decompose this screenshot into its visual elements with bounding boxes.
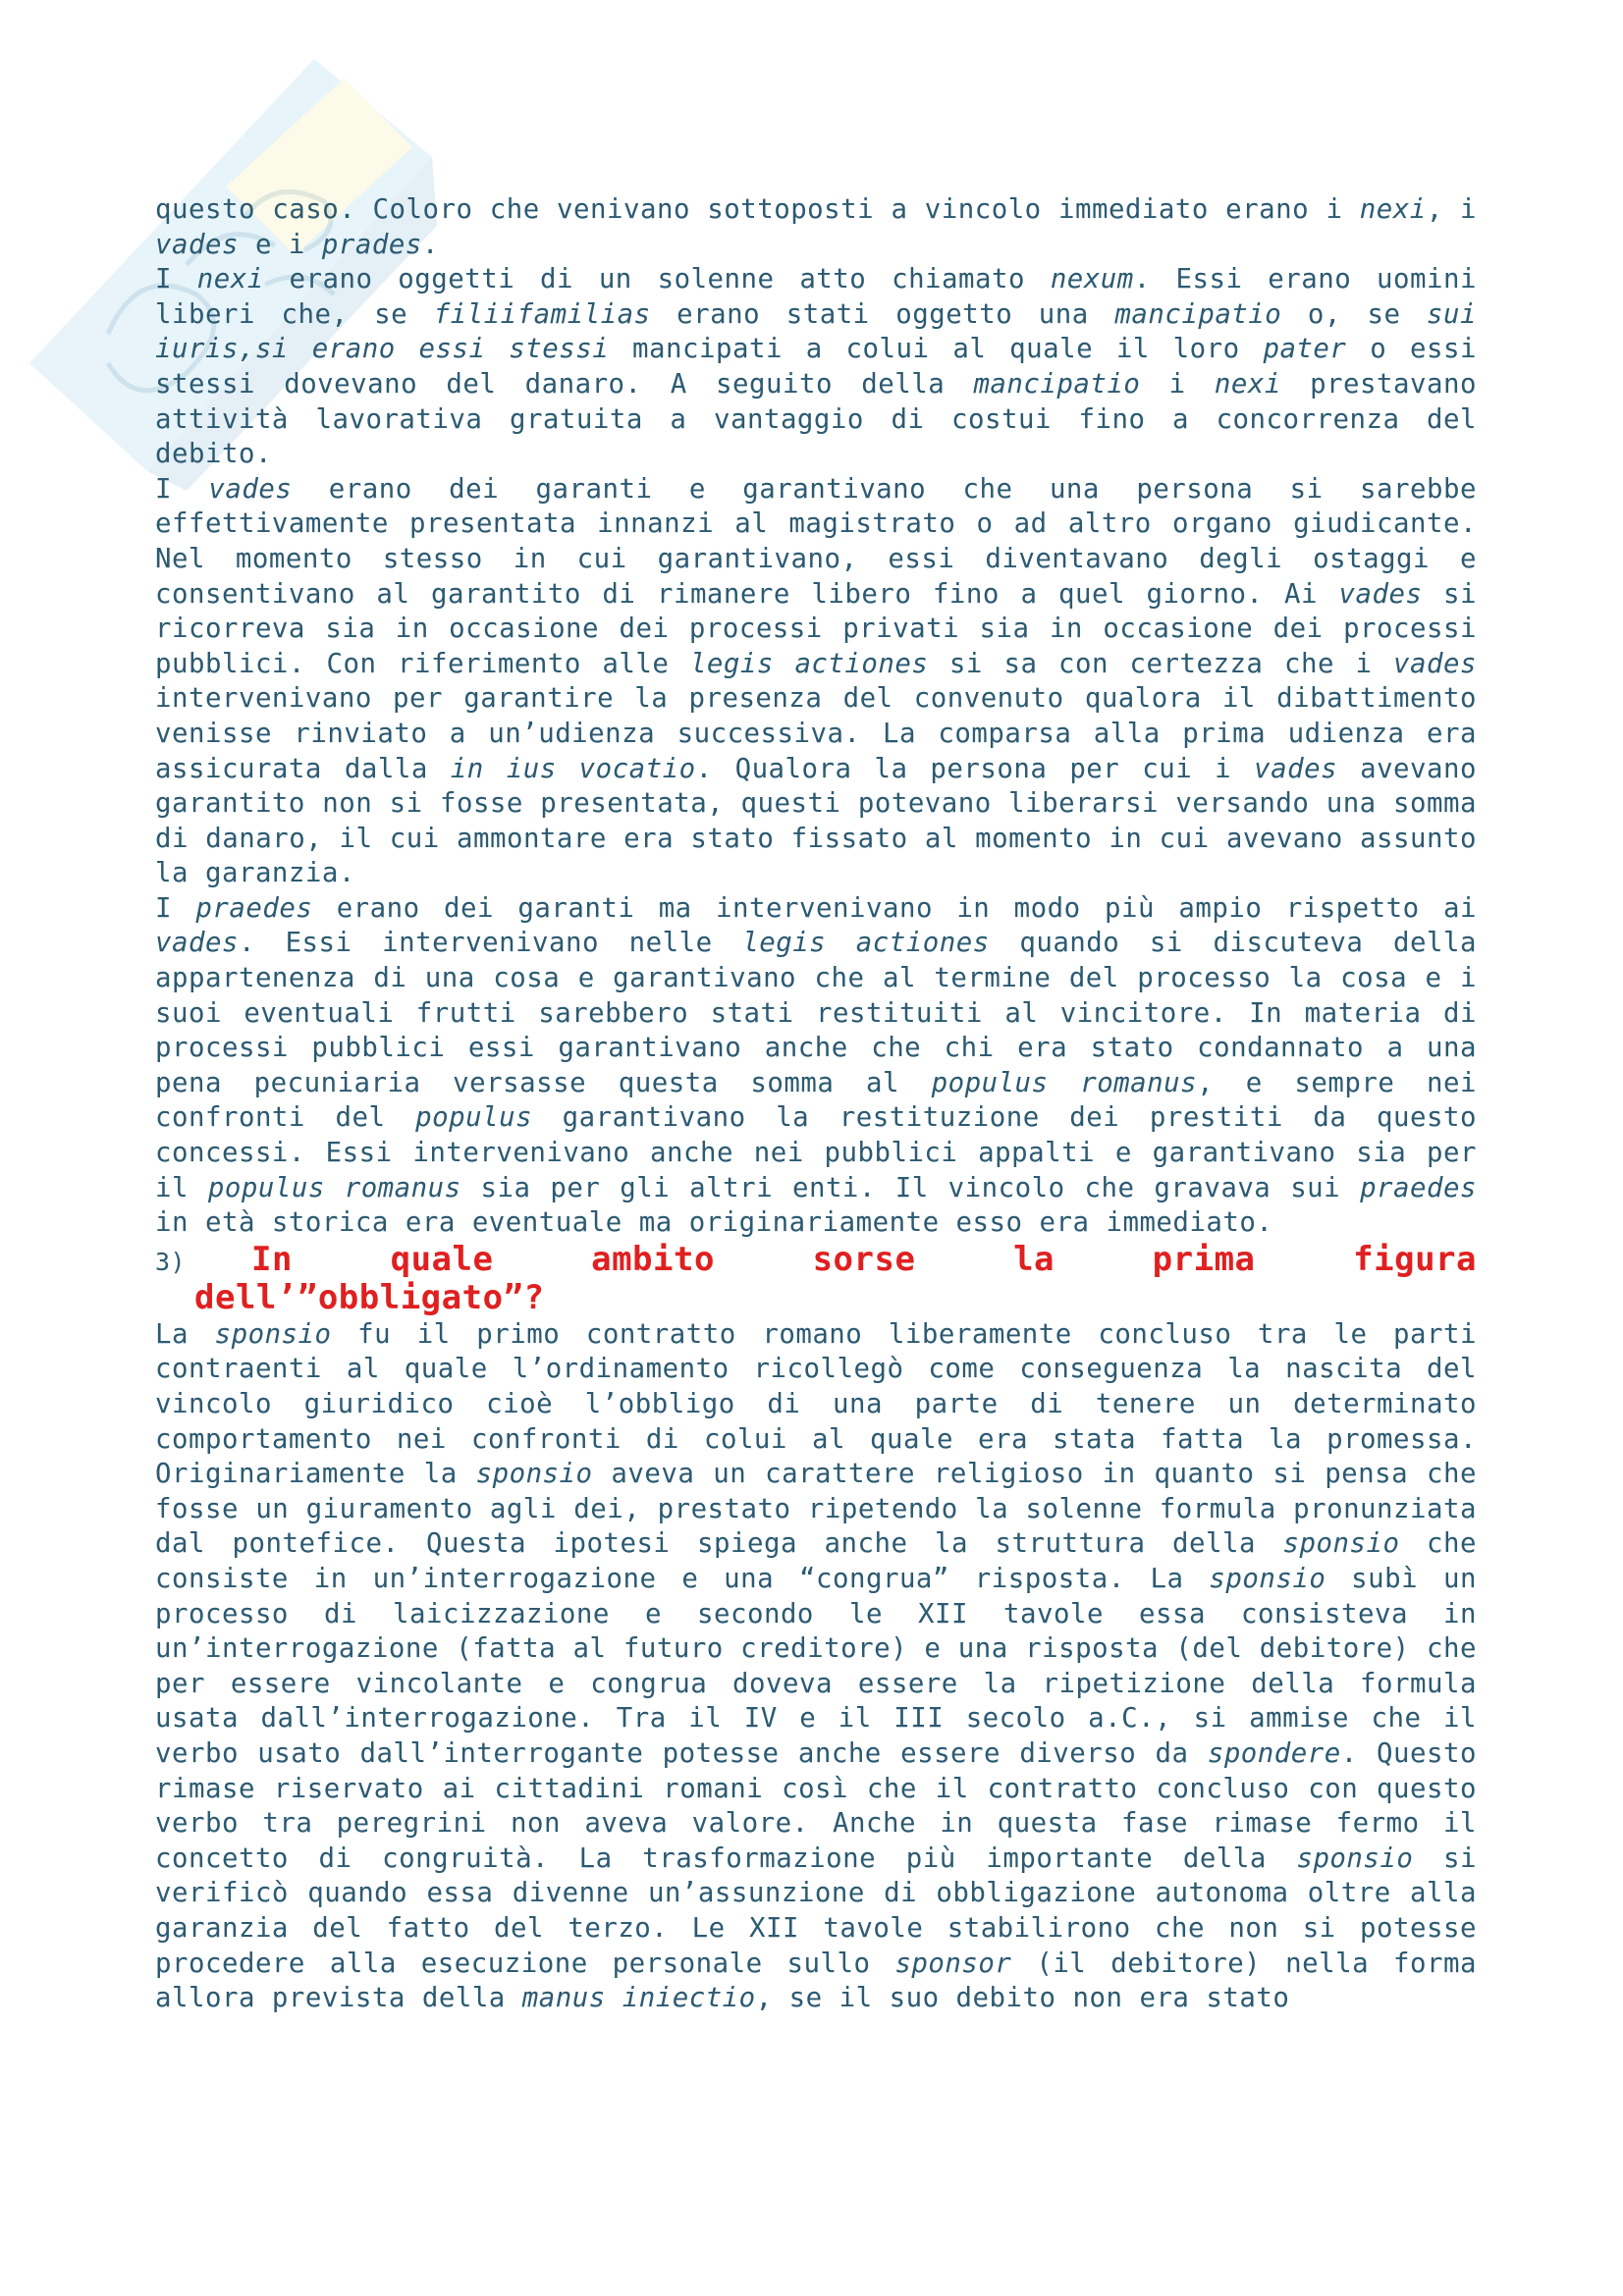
question-number: 3)	[155, 1247, 187, 1276]
question-line-2: dell’”obbligato”?	[194, 1277, 545, 1317]
paragraph-sponsio: La sponsio fu il primo contratto romano liberamente concluso tra le parti contraenti al quale l’ordinamento ricollegò come conseguenza la nascita del vincolo giuridico cioè l’obbligo di una parte di tenere un determinato comportamento nei confronti di colui al quale era stata fatta la promessa. Originariamente la sponsio aveva un carattere religioso in quanto si pensa che fosse un giuramento agli dei, prestato ripetendo la solenne formula pronunziata dal pontefice. Questa ipotesi spiega anche la struttura della sponsio che consiste in un’interrogazione e una “congrua” risposta. La sponsio subì un processo di laicizzazione e secondo le XII tavole essa consisteva in un’interrogazione (fatta al futuro creditore) e una risposta (del debitore) che per essere vincolante e congrua doveva essere la ripetizione della formula usata dall’interrogazione. Tra il IV e il III secolo a.C., si ammise che il verbo usato dall’interrogante potesse anche essere diverso da spondere. Questo rimase riservato ai cittadini romani così che il contratto concluso con questo verbo tra peregrini non aveva valore. Anche in questa fase rimase fermo il concetto di congruità. La trasformazione più importante della sponsio si verificò quando essa divenne un’assunzione di obbligazione autonoma oltre alla garanzia del fatto del terzo. Le XII tavole stabilirono che non si potesse procedere alla esecuzione personale sullo sponsor (il debitore) nella forma allora prevista della manus iniectio, se il suo debito non era stato	[155, 1318, 1478, 2014]
paragraph-vades: I vades erano dei garanti e garantivano che una persona si sarebbe effettivamente presentata innanzi al magistrato o ad altro organo giudicante. Nel momento stesso in cui garantivano, essi diventavano degli ostaggi e consentivano al garantito di rimanere libero fino a quel giorno. Ai vades si ricorreva sia in occasione dei processi privati sia in occasione dei processi pubblici. Con riferimento alle legis actiones si sa con certezza che i vades intervenivano per garantire la presenza del convenuto qualora il dibattimento venisse rinviato a un’udienza successiva. La comparsa alla prima udienza era assicurata dalla in ius vocatio. Qualora la persona per cui i vades avevano garantito non si fosse presentata, questi potevano liberarsi versando una somma di danaro, il cui ammontare era stato fissato al momento in cui avevano assunto la garanzia.	[155, 473, 1478, 889]
paragraph-nexi: I nexi erano oggetti di un solenne atto chiamato nexum. Essi erano uomini liberi che, se filiifamilias erano stati oggetto una mancipatio o, se sui iuris,si erano essi stessi mancipati a colui al quale il loro pater o essi stessi dovevano del danaro. A seguito della mancipatio i nexi prestavano attività lavorativa gratuita a vantaggio di costui fino a concorrenza del debito.	[155, 264, 1478, 470]
document-body	[155, 192, 1477, 2016]
paragraph-praedes: I praedes erano dei garanti ma intervenivano in modo più ampio rispetto ai vades. Essi intervenivano nelle legis actiones quando si discuteva della appartenenza di una cosa e garantivano che al termine del processo la cosa e i suoi eventuali frutti sarebbero stati restituiti al vincitore. In materia di processi pubblici essi garantivano anche che chi era stato condannato a una pena pecuniaria versasse questa somma al populus romanus, e sempre nei confronti del populus garantivano la restituzione dei prestiti da questo concessi. Essi intervenivano anche nei pubblici appalti e garantivano sia per il populus romanus sia per gli altri enti. Il vincolo che gravava sui praedes in età storica era eventuale ma originariamente esso era immediato.	[155, 892, 1478, 1239]
question-heading	[155, 1241, 1477, 1317]
paragraph-intro: questo caso. Coloro che venivano sottoposti a vincolo immediato erano i nexi, i vades e i prades.	[155, 194, 1477, 260]
question-line-1: In quale ambito sorse la prima figura	[251, 1239, 1477, 1279]
